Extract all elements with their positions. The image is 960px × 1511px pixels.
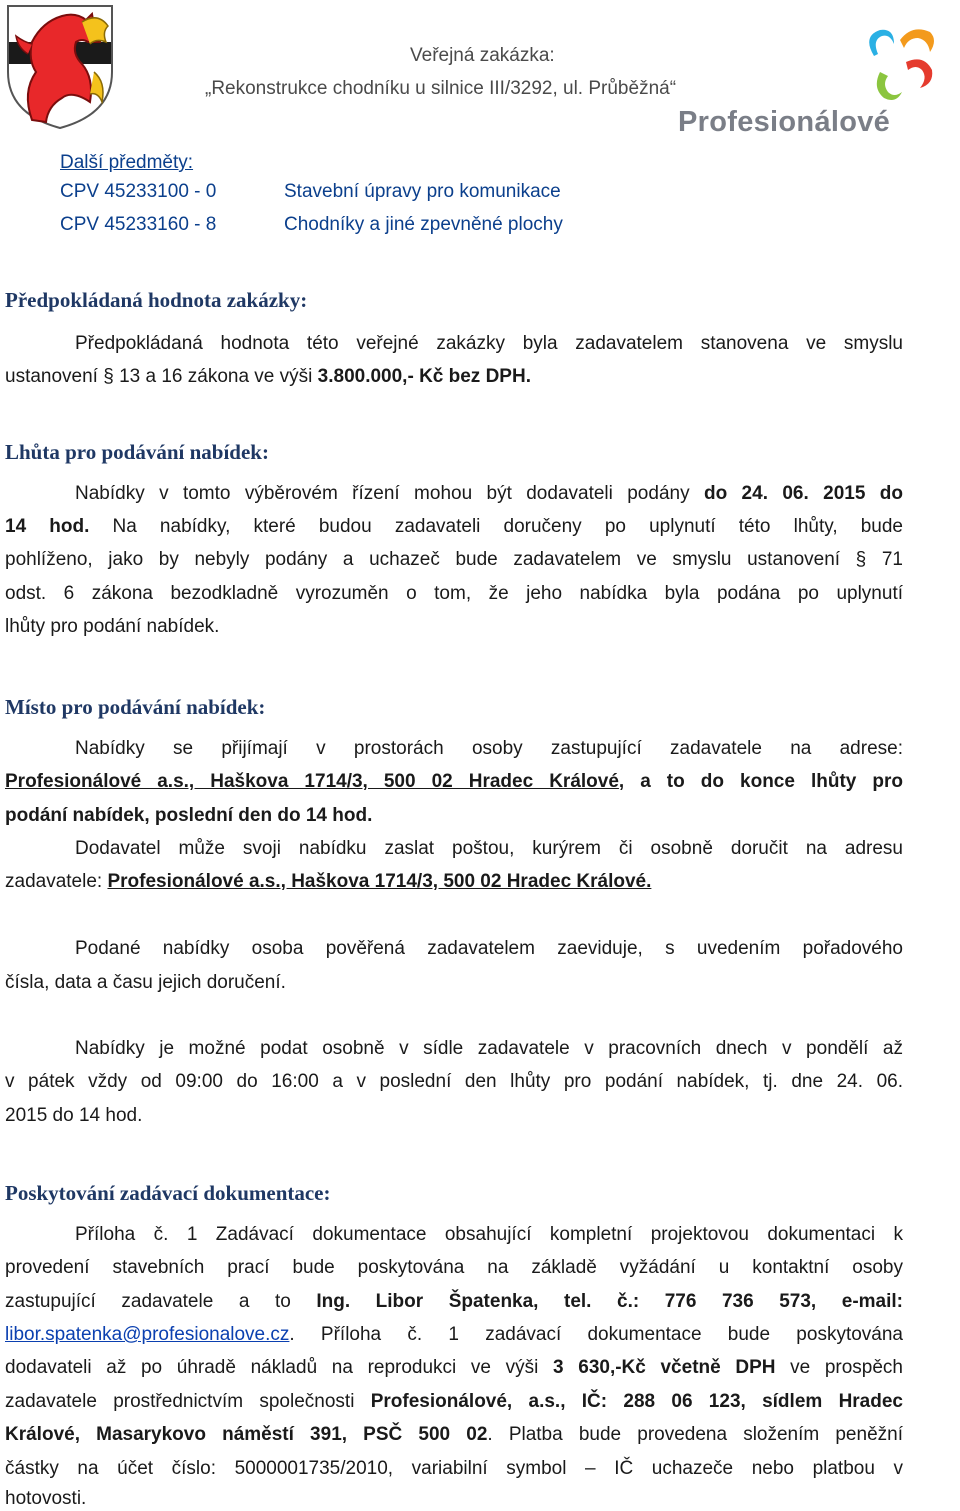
header-label: Veřejná zakázka: — [410, 45, 555, 66]
deadline-date: do 24. 06. 2015 do — [703, 483, 903, 504]
cpv-description: Chodníky a jiné zpevněné plochy — [284, 214, 563, 235]
place-address: Profesionálové a.s., Haškova 1714/3, 500 02 Hradec Králové — [5, 771, 619, 792]
deadline-paragraph-line: Nabídky v tomto výběrovém řízení mohou být dodavateli podány do 24. 06. 2015 do — [75, 483, 903, 504]
place-paragraph-line: 2015 do 14 hod. — [5, 1105, 143, 1126]
place-paragraph-line: v pátek vždy od 09:00 do 16:00 a v poslední den lhůty pro podání nabídek, tj. dne 24. 06. — [5, 1071, 903, 1092]
value-heading: Předpokládaná hodnota zakázky: — [5, 288, 308, 312]
docs-paragraph-line: zadavatele prostřednictvím společnosti Profesionálové, a.s., IČ: 288 06 123, sídlem Hradec — [5, 1391, 903, 1412]
cpv-code: CPV 45233100 - 0 — [60, 181, 217, 202]
contact-email-link[interactable]: libor.spatenka@profesionalove.cz — [5, 1324, 290, 1345]
place-paragraph-line: podání nabídek, poslední den do 14 hod. — [5, 805, 373, 826]
docs-paragraph-line: Králové, Masarykovo náměstí 391, PSČ 500 02. Platba bude provedena složením peněžní — [5, 1424, 903, 1445]
deadline-paragraph-line: 14 hod. Na nabídky, které budou zadavateli doručeny po uplynutí této lhůty, bude — [5, 516, 904, 537]
value-amount: 3.800.000,- Kč bez DPH. — [317, 366, 531, 387]
cpv-code: CPV 45233160 - 8 — [60, 214, 217, 235]
municipal-crest-logo — [2, 2, 118, 130]
deadline-paragraph-line: odst. 6 zákona bezodkladně vyrozuměn o tom, že jeho nabídka byla podána po uplynutí — [5, 583, 903, 604]
place-paragraph-line: Profesionálové a.s., Haškova 1714/3, 500 02 Hradec Králové, a to do konce lhůty pro — [5, 771, 903, 792]
docs-paragraph-line: dodavateli až po úhradě nákladů na reprodukci ve výši 3 630,-Kč včetně DPH ve prospěch — [5, 1357, 903, 1378]
deadline-hour: 14 hod. — [5, 516, 90, 537]
docs-heading: Poskytování zadávací dokumentace: — [5, 1181, 331, 1205]
docs-paragraph-line: hotovosti. — [5, 1488, 87, 1509]
place-address-2: Profesionálové a.s., Haškova 1714/3, 500 02 Hradec Králové. — [107, 871, 652, 892]
related-subjects-heading: Další předměty: — [60, 152, 194, 173]
cpv-description: Stavební úpravy pro komunikace — [284, 181, 561, 202]
place-paragraph-line: Dodavatel může svoji nabídku zaslat poštou, kurýrem či osobně doručit na adresu — [75, 838, 903, 859]
brand-name: Profesionálové — [678, 106, 891, 138]
place-paragraph-line: Podané nabídky osoba pověřená zadavatelem zaeviduje, s uvedením pořadového — [75, 938, 903, 959]
docs-paragraph-line: zastupující zadavatele a to Ing. Libor Špatenka, tel. č.: 776 736 573, e-mail: — [5, 1291, 903, 1312]
brand-swirl-icon — [860, 22, 940, 114]
place-paragraph-line: čísla, data a času jejich doručení. — [5, 972, 286, 993]
place-paragraph-line: zadavatele: Profesionálové a.s., Haškova 1714/3, 500 02 Hradec Králové. — [5, 871, 652, 892]
deadline-heading: Lhůta pro podávání nabídek: — [5, 440, 269, 464]
value-paragraph-line: Předpokládaná hodnota této veřejné zakázky byla zadavatelem stanovena ve smyslu — [75, 333, 903, 354]
docs-price: 3 630,-Kč včetně DPH — [553, 1357, 776, 1378]
place-heading: Místo pro podávání nabídek: — [5, 695, 266, 719]
docs-paragraph-line: provedení stavebních prací bude poskytována na základě vyžádání u kontaktní osoby — [5, 1257, 903, 1278]
deadline-paragraph-line: pohlíženo, jako by nebyly podány a uchazeč bude zadavatelem ve smyslu ustanovení § 71 — [5, 549, 903, 570]
place-paragraph-line: Nabídky je možné podat osobně v sídle zadavatele v pracovních dnech v pondělí až — [75, 1038, 903, 1059]
deadline-paragraph-line: lhůty pro podání nabídek. — [5, 616, 220, 637]
value-paragraph-line: ustanovení § 13 a 16 zákona ve výši 3.800.000,- Kč bez DPH. — [5, 366, 531, 387]
header-title: „Rekonstrukce chodníku u silnice III/3292, ul. Průběžná“ — [205, 78, 677, 99]
docs-paragraph-line: libor.spatenka@profesionalove.cz. Příloha č. 1 zadávací dokumentace bude poskytována — [5, 1324, 903, 1345]
docs-paragraph-line: částky na účet číslo: 5000001735/2010, variabilní symbol – IČ uchazeče nebo platbou v — [5, 1458, 903, 1479]
docs-paragraph-line: Příloha č. 1 Zadávací dokumentace obsahující kompletní projektovou dokumentaci k — [75, 1224, 903, 1245]
contact-person: Ing. Libor Špatenka, tel. č.: 776 736 573, e-mail: — [316, 1291, 903, 1312]
place-paragraph-line: Nabídky se přijímají v prostorách osoby zastupující zadavatele na adrese: — [75, 738, 903, 759]
